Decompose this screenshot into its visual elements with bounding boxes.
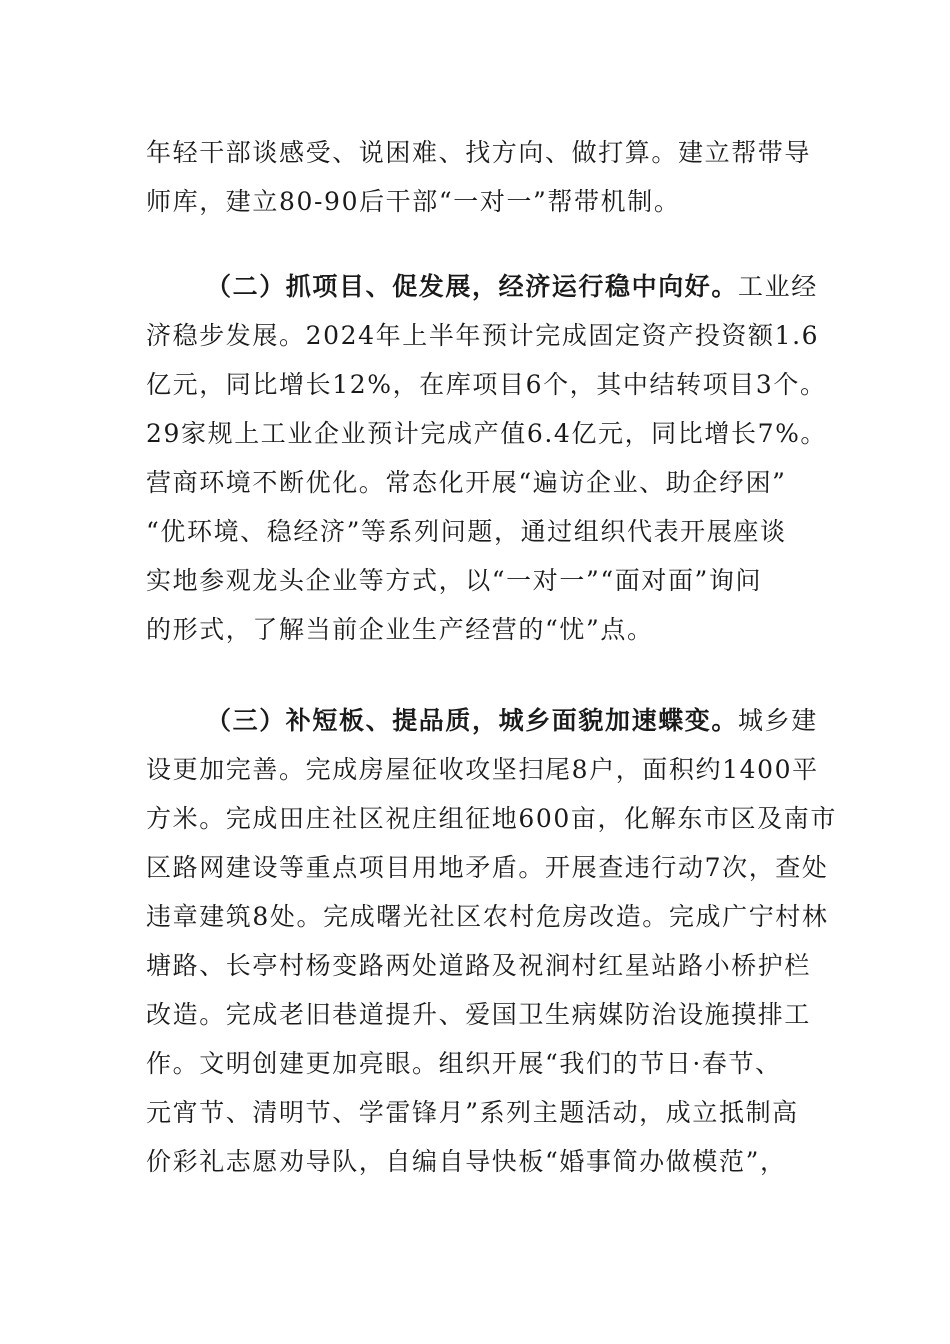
text-line: 营商环境不断优化。常态化开展“遍访企业、助企纾困” <box>146 468 787 497</box>
section-heading-line <box>146 262 816 311</box>
text-line: 区路网建设等重点项目用地矛盾。开展查违行动7次，查处 <box>146 853 829 882</box>
section-heading-line <box>146 696 816 745</box>
text-line: 亿元，同比增长12%，在库项目6个，其中结转项目3个。 <box>146 370 827 399</box>
paragraph-economy <box>146 262 828 654</box>
text-line: 元宵节、清明节、学雷锋月”系列主题活动，成立抵制高 <box>146 1098 799 1127</box>
text-line: “优环境、稳经济”等系列问题，通过组织代表开展座谈 <box>146 517 787 546</box>
paragraph-urban-rural <box>146 696 837 1186</box>
text-line: 方米。完成田庄社区祝庄组征地600亩，化解东市区及南市 <box>146 804 837 833</box>
text-line: 师库，建立80-90后干部“一对一”帮带机制。 <box>146 187 681 216</box>
text-line: 的形式，了解当前企业生产经营的“忧”点。 <box>146 615 654 644</box>
text-line: 年轻干部谈感受、说困难、找方向、做打算。建立帮带导 <box>146 138 812 167</box>
text-line: 设更加完善。完成房屋征收攻坚扫尾8户，面积约1400平 <box>146 755 819 784</box>
paragraph-cadre-mentoring <box>146 128 816 226</box>
text-line: 违章建筑8处。完成曙光社区农村危房改造。完成广宁村林 <box>146 902 829 931</box>
text-line: 实地参观龙头企业等方式，以“一对一”“面对面”询问 <box>146 566 763 595</box>
text-line: 改造。完成老旧巷道提升、爱国卫生病媒防治设施摸排工 <box>146 1000 812 1029</box>
text-line: 29家规上工业企业预计完成产值6.4亿元，同比增长7%。 <box>146 419 828 448</box>
section-heading: （三）补短板、提品质，城乡面貌加速蝶变。 <box>206 706 739 735</box>
text-line: 价彩礼志愿劝导队，自编自导快板“婚事简办做模范”， <box>146 1147 787 1176</box>
text-line: 作。文明创建更加亮眼。组织开展“我们的节日·春节、 <box>146 1049 782 1078</box>
text-fragment: 城乡建 <box>738 706 818 735</box>
text-line: 塘路、长亭村杨变路两处道路及祝涧村红星站路小桥护栏 <box>146 951 812 980</box>
text-line: 济稳步发展。2024年上半年预计完成固定资产投资额1.6 <box>146 321 820 350</box>
text-fragment: 工业经 <box>738 272 818 301</box>
section-heading: （二）抓项目、促发展，经济运行稳中向好。 <box>206 272 739 301</box>
